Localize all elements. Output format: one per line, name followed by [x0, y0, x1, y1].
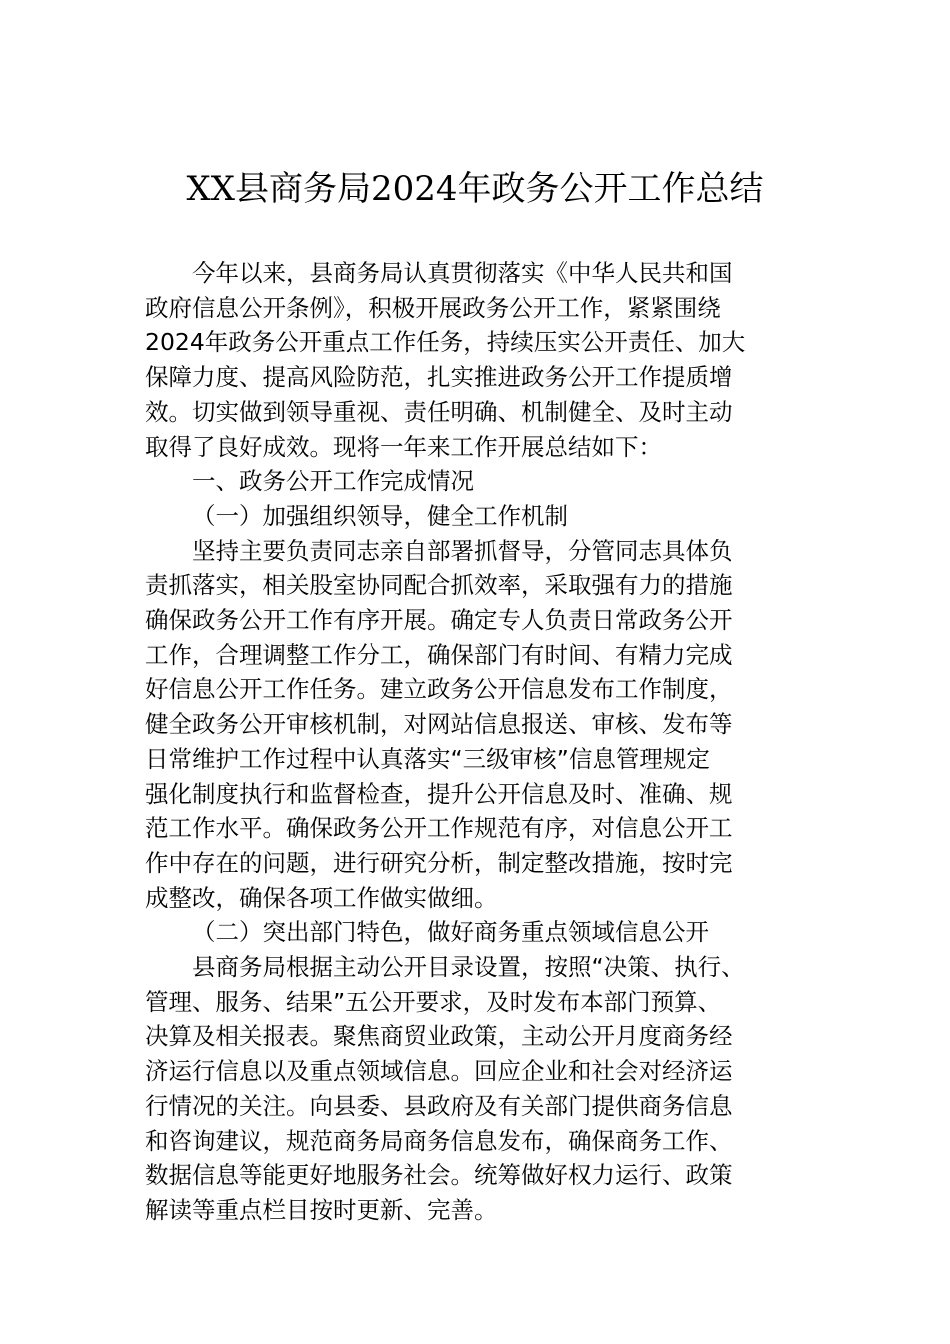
subsection-heading-2: （二）突出部门特色，做好商务重点领域信息公开	[192, 918, 709, 947]
subsection-2-paragraph: 县商务局根据主动公开目录设置，按照“决策、执行、 管理、服务、结果”五公开要求，及时发布本部门预算、 决算及相关报表。聚焦商贸业政策，主动公开月度商务经 济运行信息以及重点领域信息。回应企业和社会对经济运 行情况的关注。向县委、县政府及有关部门提供商务信息 和咨询建议，规范商务局商务信息发布，确保商务工作、 数据信息等能更好地服务社会。统筹做好权力运行、政策 解读等重点栏目按时更新、完善。	[145, 953, 745, 1224]
section-heading-1: 一、政务公开工作完成情况	[192, 467, 474, 496]
document-title: XX县商务局2024年政务公开工作总结	[186, 169, 764, 209]
document-body	[145, 256, 813, 1228]
subsection-heading-1: （一）加强组织领导，健全工作机制	[192, 501, 568, 530]
intro-paragraph: 今年以来，县商务局认真贯彻落实《中华人民共和国 政府信息公开条例》，积极开展政务公开工作，紧紧围绕 2024年政务公开重点工作任务，持续压实公开责任、加大 保障力度、提高风险防范，扎实推进政务公开工作提质增 效。切实做到领导重视、责任明确、机制健全、及时主动 取得了良好成效。现将一年来工作开展总结如下：	[145, 259, 746, 461]
subsection-1-paragraph: 坚持主要负责同志亲自部署抓督导，分管同志具体负 责抓落实，相关股室协同配合抓效率，采取强有力的措施 确保政务公开工作有序开展。确定专人负责日常政务公开 工作，合理调整工作分工，确保部门有时间、有精力完成 好信息公开工作任务。建立政务公开信息发布工作制度， 健全政务公开审核机制，对网站信息报送、审核、发布等 日常维护工作过程中认真落实“三级审核”信息管理规定 强化制度执行和监督检查，提升公开信息及时、准确、规 范工作水平。确保政务公开工作规范有序，对信息公开工 作中存在的问题，进行研究分析，制定整改措施，按时完 成整改，确保各项工作做实做细。	[145, 536, 733, 912]
